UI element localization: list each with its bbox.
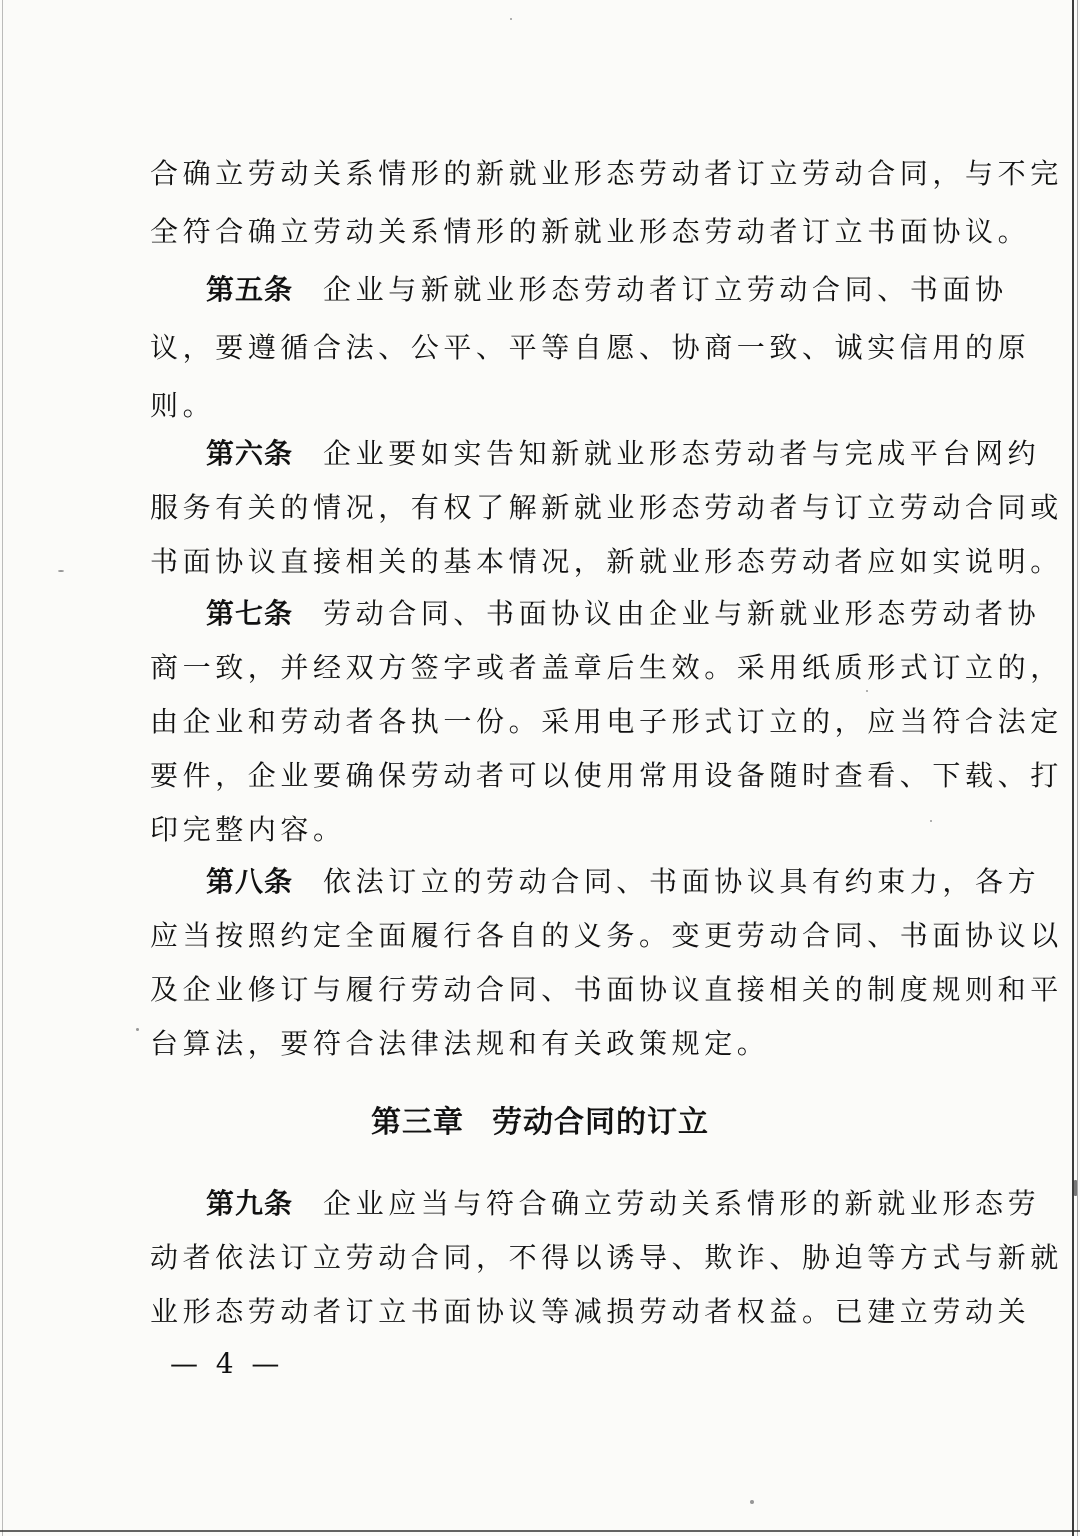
article-label: 第六条 xyxy=(206,437,294,470)
article-label: 第七条 xyxy=(206,597,294,630)
text-line: 业形态劳动者订立书面协议等减损劳动者权益。已建立劳动关 xyxy=(150,1295,1031,1328)
text-line: 合确立劳动关系情形的新就业形态劳动者订立劳动合同，与不完 xyxy=(150,157,1063,190)
article-text: 劳动合同、书面协议由企业与新就业形态劳动者协 xyxy=(323,597,1041,630)
article-9-first-line xyxy=(206,1184,1041,1224)
chapter-number: 第三章 xyxy=(371,1105,464,1140)
article-label: 第九条 xyxy=(206,1187,294,1220)
scan-speck xyxy=(58,570,64,572)
text-line: 议，要遵循合法、公平、平等自愿、协商一致、诚实信用的原 xyxy=(150,331,1031,364)
scan-speck xyxy=(510,18,512,20)
scan-speck xyxy=(866,690,868,692)
scan-edge-right xyxy=(1072,0,1074,1536)
article-6-first-line xyxy=(206,434,1041,474)
scan-speck xyxy=(136,1028,139,1031)
article-7-first-line xyxy=(206,594,1041,634)
article-label: 第八条 xyxy=(206,865,294,898)
page-number: — 4 — xyxy=(170,1347,280,1380)
text-line: 要件，企业要确保劳动者可以使用常用设备随时查看、下载、打 xyxy=(150,759,1063,792)
chapter-title: 劳动合同的订立 xyxy=(492,1105,709,1140)
article-text: 企业应当与符合确立劳动关系情形的新就业形态劳 xyxy=(323,1187,1041,1220)
article-text: 企业要如实告知新就业形态劳动者与完成平台网约 xyxy=(323,437,1041,470)
text-line: 则。 xyxy=(150,389,216,422)
text-line: 印完整内容。 xyxy=(150,813,346,846)
text-line: 商一致，并经双方签字或者盖章后生效。采用纸质形式订立的， xyxy=(150,651,1063,684)
article-5-first-line xyxy=(206,270,1006,310)
text-line: 全符合确立劳动关系情形的新就业形态劳动者订立书面协议。 xyxy=(150,215,1031,248)
scan-edge-bottom xyxy=(0,1530,1080,1532)
chapter-heading xyxy=(0,1101,1080,1145)
text-line: 应当按照约定全面履行各自的义务。变更劳动合同、书面协议以 xyxy=(150,919,1063,952)
article-8-first-line xyxy=(206,862,1041,902)
text-line: 台算法，要符合法律法规和有关政策规定。 xyxy=(150,1027,770,1060)
scan-edge-right-inner xyxy=(1077,0,1078,1536)
text-line: 由企业和劳动者各执一份。采用电子形式订立的，应当符合法定 xyxy=(150,705,1063,738)
article-label: 第五条 xyxy=(206,273,294,306)
article-text: 依法订立的劳动合同、书面协议具有约束力，各方 xyxy=(323,865,1041,898)
text-line: 书面协议直接相关的基本情况，新就业形态劳动者应如实说明。 xyxy=(150,545,1063,578)
scan-speck xyxy=(750,1500,754,1504)
text-line: 及企业修订与履行劳动合同、书面协议直接相关的制度规则和平 xyxy=(150,973,1063,1006)
scan-speck xyxy=(1074,1180,1077,1196)
scan-edge-left xyxy=(2,0,3,1536)
text-line: 服务有关的情况，有权了解新就业形态劳动者与订立劳动合同或 xyxy=(150,491,1063,524)
article-text: 企业与新就业形态劳动者订立劳动合同、书面协 xyxy=(323,273,1008,306)
text-line: 动者依法订立劳动合同，不得以诱导、欺诈、胁迫等方式与新就 xyxy=(150,1241,1063,1274)
